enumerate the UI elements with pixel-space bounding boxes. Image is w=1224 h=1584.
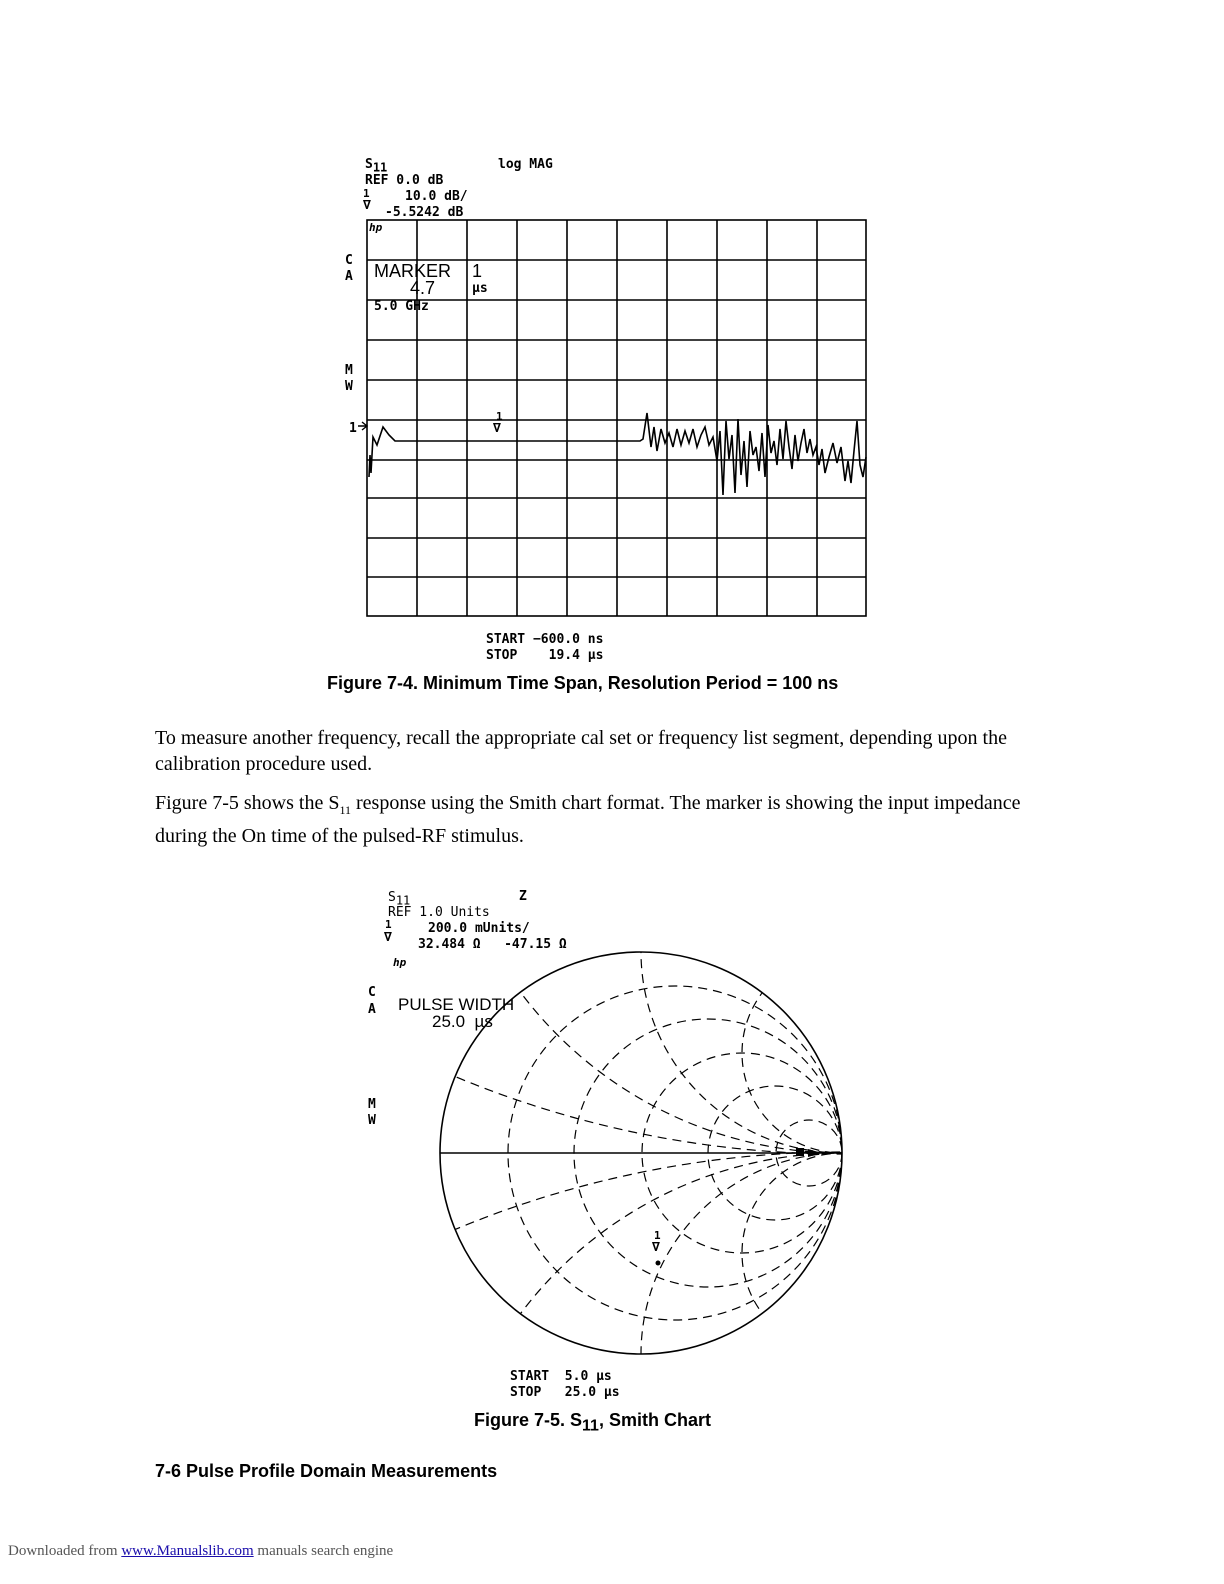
download-prefix: Downloaded from bbox=[8, 1543, 118, 1559]
marker-triangle-icon: ∇ bbox=[363, 198, 371, 213]
ref-level-marker: 1 bbox=[349, 421, 357, 436]
paragraph-1: To measure another frequency, recall the appropriate cal set or frequency list segment, depending upon the calibration procedure used. bbox=[155, 727, 1007, 775]
pulse-label: PULSE WIDTH bbox=[398, 995, 515, 1014]
format-label: log MAG bbox=[498, 157, 553, 172]
page-footer: 7-6 Pulse Profile Domain Measurements bbox=[155, 1461, 498, 1481]
side-label-a: A bbox=[368, 1002, 376, 1017]
param-label: $S_{11}$ bbox=[365, 157, 388, 175]
side-label-m: M bbox=[345, 363, 353, 378]
marker-box-num: 1 bbox=[472, 261, 483, 281]
side-label-w: W bbox=[345, 379, 353, 394]
ref-label: REF 0.0 dB bbox=[365, 173, 444, 188]
trace-marker-icon: ∇ bbox=[493, 421, 501, 436]
figure-caption: Figure 7-4. Minimum Time Span, Resolution Period = 100 ns bbox=[327, 673, 839, 693]
trace-marker-icon: ∇ bbox=[652, 1240, 660, 1255]
side-label-c: C bbox=[368, 985, 376, 1000]
trace-marker-num: 1 bbox=[654, 1229, 661, 1242]
marker-num: 1 bbox=[363, 187, 370, 200]
format-label: Z bbox=[519, 889, 527, 904]
figure-caption: Figure 7-5. $S_{11}$, Smith Chart bbox=[474, 1410, 711, 1435]
paragraph-2: Figure 7-5 shows the $S_{11}$ response using the Smith chart format. The marker is showing the input impedance during the On time of the pulsed-RF stimulus. bbox=[155, 792, 1021, 847]
marker-num: 1 bbox=[385, 918, 392, 931]
marker-triangle-icon: ∇ bbox=[384, 930, 392, 945]
trace-marker-num: 1 bbox=[496, 410, 503, 423]
side-label-a: A bbox=[345, 269, 353, 284]
scale-label: 10.0 dB/ bbox=[405, 189, 468, 204]
marker-value: -5.5242 dB bbox=[385, 205, 464, 220]
manualslib-link[interactable]: www.Manualslib.com bbox=[121, 1543, 254, 1559]
scale-label: 200.0 mUnits/ bbox=[428, 921, 530, 936]
side-label-w: W bbox=[368, 1113, 376, 1128]
pulse-value: 25.0 µs bbox=[432, 1012, 493, 1031]
ref-label: REF 1.0 Units bbox=[388, 905, 490, 920]
start-label: START 5.0 µs bbox=[510, 1369, 612, 1384]
side-label-m: M bbox=[368, 1097, 376, 1112]
hp-logo: hp bbox=[393, 956, 407, 969]
start-label: START −600.0 ns bbox=[486, 632, 604, 647]
marker-value: 32.484 Ω -47.15 Ω bbox=[418, 937, 567, 952]
side-label-c: C bbox=[345, 253, 353, 268]
marker-box-title: MARKER bbox=[374, 261, 452, 281]
stop-label: STOP 19.4 µs bbox=[486, 648, 604, 663]
download-footer bbox=[8, 1543, 393, 1560]
marker-box-unit: µs bbox=[472, 281, 488, 296]
download-suffix: manuals search engine bbox=[257, 1543, 394, 1559]
marker-box-time: 4.7 bbox=[410, 278, 436, 298]
stop-label: STOP 25.0 µs bbox=[510, 1385, 620, 1400]
param-label: $S_{11}$ bbox=[388, 890, 411, 908]
hp-logo: hp bbox=[369, 221, 383, 234]
marker-box-freq: 5.0 GHz bbox=[374, 299, 429, 314]
